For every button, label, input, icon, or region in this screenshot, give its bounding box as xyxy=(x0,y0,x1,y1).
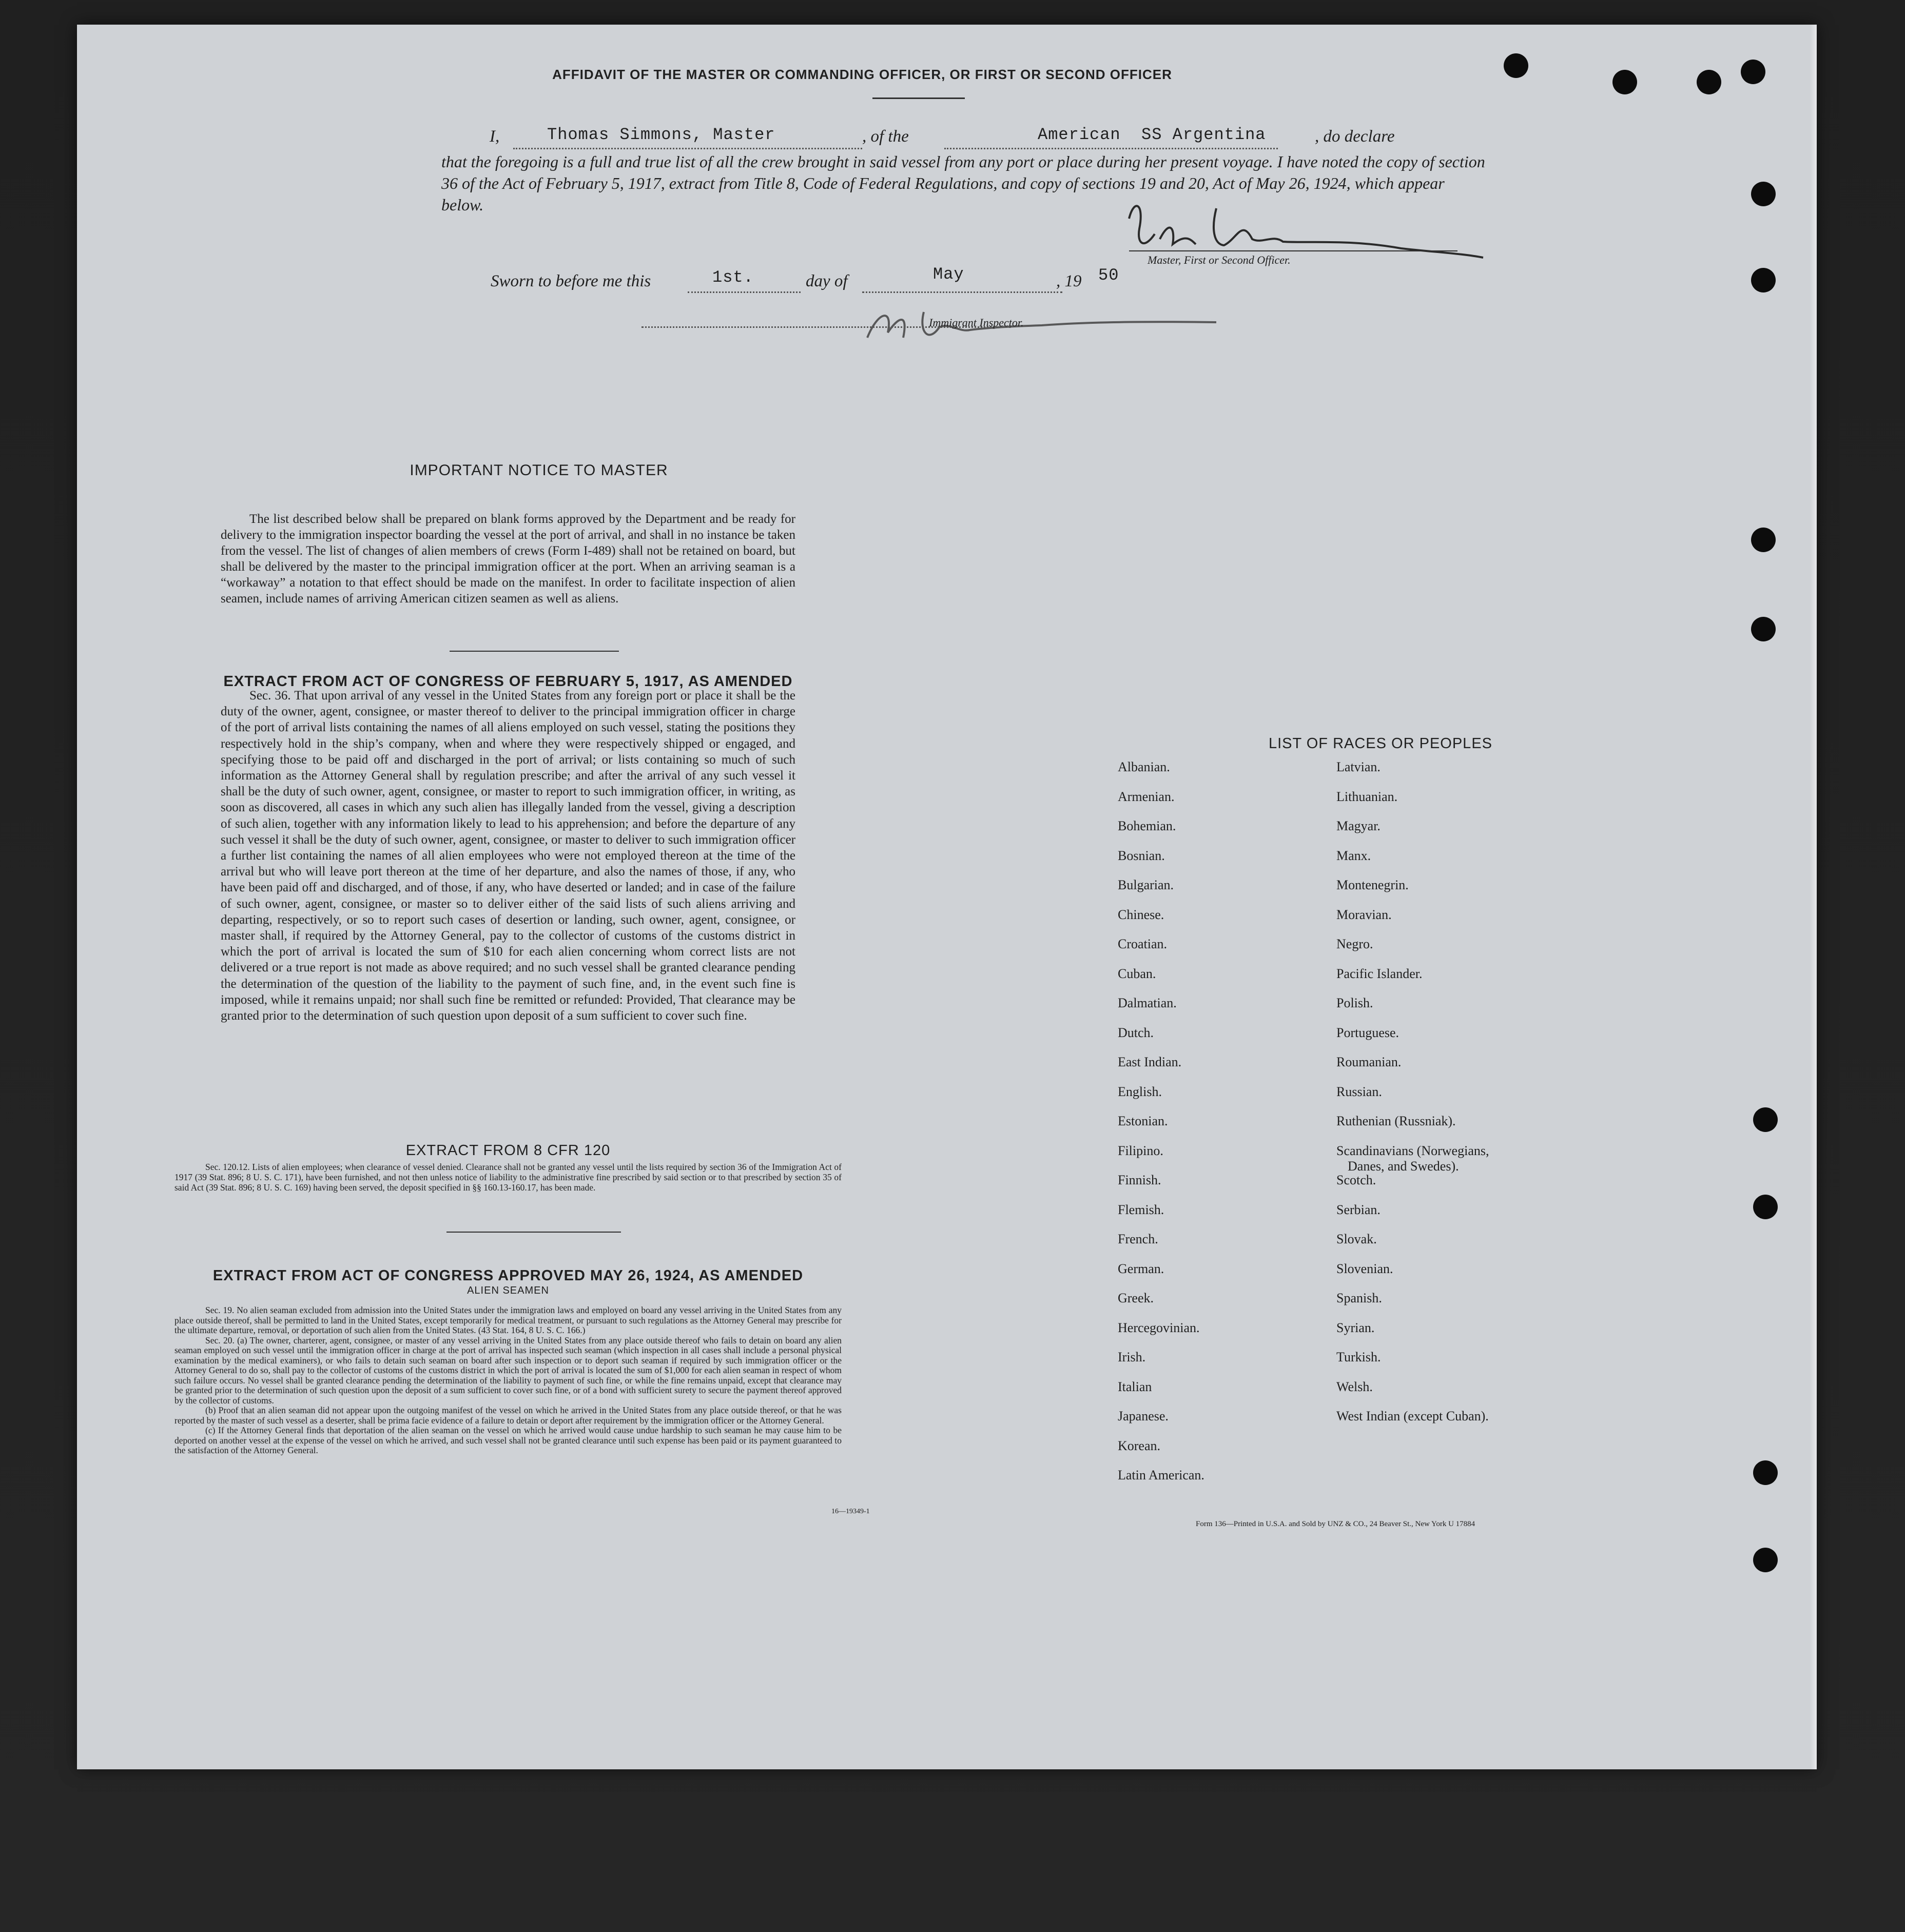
punch-hole xyxy=(1751,617,1776,641)
race-item: Pacific Islander. xyxy=(1336,966,1423,981)
race-item: French. xyxy=(1118,1232,1158,1246)
punch-hole xyxy=(1753,1548,1778,1572)
declarant-label: I, xyxy=(490,127,500,146)
extract-1917-heading: EXTRACT FROM ACT OF CONGRESS OF FEBRUARY 5, 1917, AS AMENDED xyxy=(223,673,793,690)
notice-heading: IMPORTANT NOTICE TO MASTER xyxy=(410,462,668,479)
punch-hole xyxy=(1612,70,1637,94)
race-item: Dalmatian. xyxy=(1118,996,1177,1010)
punch-hole xyxy=(1751,528,1776,552)
race-item: Lithuanian. xyxy=(1336,789,1398,804)
of-the-label: , of the xyxy=(862,127,909,146)
sec20c-text: (c) If the Attorney General finds that deportation of the alien seaman on the vessel on which he arrived would cause undue hardship to such seaman he may cause him to be deported on another vessel at the expense of the vessel on which he arrived, and such vessel shall not be granted clearance until such expense has been paid or its payment guaranteed to the satisfaction of the Attorney General. xyxy=(174,1425,842,1455)
inspector-caption: Immigrant Inspector. xyxy=(929,316,1024,329)
race-item: Irish. xyxy=(1118,1350,1146,1364)
section-divider xyxy=(446,1232,621,1233)
race-item: Filipino. xyxy=(1118,1143,1163,1158)
extract-1924-body xyxy=(174,1305,842,1456)
vessel-name: American SS Argentina xyxy=(1038,125,1266,144)
page-edge xyxy=(1810,25,1817,1769)
race-item: Scandinavians (Norwegians, xyxy=(1336,1143,1489,1158)
day-of-label: day of xyxy=(806,272,848,290)
form-number: 16—19349-1 xyxy=(831,1508,870,1515)
race-item: Estonian. xyxy=(1118,1114,1168,1128)
race-item: Hercegovinian. xyxy=(1118,1320,1200,1335)
section-divider xyxy=(450,651,619,652)
races-heading: LIST OF RACES OR PEOPLES xyxy=(1268,735,1493,752)
race-item: Korean. xyxy=(1118,1438,1161,1453)
race-item: Flemish. xyxy=(1118,1202,1164,1217)
punch-hole xyxy=(1751,182,1776,206)
race-item: Montenegrin. xyxy=(1336,877,1409,892)
race-item: Polish. xyxy=(1336,996,1373,1010)
race-item: Bohemian. xyxy=(1118,818,1176,833)
punch-hole xyxy=(1697,70,1721,94)
extract-1924-heading: EXTRACT FROM ACT OF CONGRESS APPROVED MAY 26, 1924, AS AMENDED xyxy=(212,1267,804,1284)
race-item: Armenian. xyxy=(1118,789,1175,804)
master-name: Thomas Simmons, Master xyxy=(547,125,775,144)
race-item: Finnish. xyxy=(1118,1173,1161,1187)
title-rule xyxy=(872,97,965,99)
race-item: Bulgarian. xyxy=(1118,877,1174,892)
race-item: Moravian. xyxy=(1336,907,1392,922)
race-item: Scotch. xyxy=(1336,1173,1376,1187)
master-signature-caption: Master, First or Second Officer. xyxy=(1148,253,1291,266)
race-item: Dutch. xyxy=(1118,1025,1154,1040)
race-item: Magyar. xyxy=(1336,818,1381,833)
race-item: East Indian. xyxy=(1118,1055,1182,1069)
punch-hole xyxy=(1753,1195,1778,1219)
year-prefix: , 19 xyxy=(1056,272,1082,290)
extract-cfr-body: Sec. 120.12. Lists of alien employees; when clearance of vessel denied. Clearance shall not be granted any vessel until the lists required by section 36 of the Immigration Act of 1917 (39 Stat. 896; 8 U. S. C. 171), have been furnished, and not then unless notice of liability to the administrative fine prescribed by said section or to that prescribed by section 35 of said Act (39 Stat. 896; 8 U. S. C. 169) having been served, the deposit specified in §§ 160.13-160.17, has been made. xyxy=(174,1162,842,1193)
vessel-name-line xyxy=(944,148,1278,149)
race-item: Slovak. xyxy=(1336,1232,1377,1246)
sec19-text: Sec. 19. No alien seaman excluded from admission into the United States under the immigration laws and employed on board any vessel arriving in the United States from any place outside thereof, shall be permitted to land in the United States, except temporarily for medical treatment, or pursuant to such regulations as the Attorney General may prescribe for the ultimate departure, removal, or deportation of such alien from the United States. (43 Stat. 164, 8 U. S. C. 166.) xyxy=(174,1305,842,1335)
race-item: Negro. xyxy=(1336,936,1373,951)
punch-hole xyxy=(1753,1460,1778,1485)
sec20a-text: Sec. 20. (a) The owner, charterer, agent, consignee, or master of any vessel arriving in the United States from any place outside thereof who fails to detain on board any alien seaman employed on such vessel until the immigration officer in charge at the port of arrival has inspected such seaman (which inspection in all cases shall include a personal physical examination by the medical examiners), or who fails to detain such seaman on board after such inspection or to deport such seaman if required by such immigration officer or the Attorney General to do so, shall pay to the collector of customs of the customs district in which the port of arrival is located the sum of $1,000 for each alien seaman in respect of whom such failure occurs. No vessel shall be granted clearance pending the determination of the liability to payment of such fine, or while the fine remains unpaid, except that clearance may be granted prior to the determination of such question upon the deposit of a sum sufficient to cover such fine, or of a bond with sufficient surety to secure the payment thereof approved by the collector of customs. xyxy=(174,1335,842,1406)
race-item: Danes, and Swedes). xyxy=(1348,1158,1459,1174)
race-item: West Indian (except Cuban). xyxy=(1336,1409,1489,1423)
notice-body: The list described below shall be prepared on blank forms approved by the Department and be ready for delivery to the immigration inspector boarding the vessel at the port of arrival, and shall in no instance be taken from the vessel. The list of changes of alien members of crews (Form I-489) shall not be retained on board, but shall be delivered by the master to the principal immigration officer at the port. When an arriving seaman is a “workaway” a notation to that effect should be made on the manifest. In order to facilitate inspection of alien seamen, include names of arriving American citizen seamen as well as aliens. xyxy=(221,512,795,606)
year-suffix: 50 xyxy=(1098,266,1119,285)
punch-hole xyxy=(1751,268,1776,292)
race-item: Greek. xyxy=(1118,1291,1154,1305)
race-item: English. xyxy=(1118,1084,1162,1099)
race-item: Slovenian. xyxy=(1336,1261,1393,1276)
master-signature-line xyxy=(1129,250,1457,251)
race-item: Japanese. xyxy=(1118,1409,1169,1423)
race-item: Spanish. xyxy=(1336,1291,1382,1305)
extract-cfr-heading: EXTRACT FROM 8 CFR 120 xyxy=(405,1142,611,1159)
race-item: Ruthenian (Russniak). xyxy=(1336,1114,1456,1128)
race-item: Welsh. xyxy=(1336,1379,1373,1394)
race-item: Turkish. xyxy=(1336,1350,1381,1364)
extract-1924-subheading: ALIEN SEAMEN xyxy=(467,1285,549,1296)
inspector-signature xyxy=(847,291,1247,353)
race-item: Roumanian. xyxy=(1336,1055,1402,1069)
race-item: Portuguese. xyxy=(1336,1025,1399,1040)
sworn-month: May xyxy=(933,265,964,284)
document-page xyxy=(77,25,1817,1769)
race-item: Bosnian. xyxy=(1118,848,1165,863)
sworn-label: Sworn to before me this xyxy=(491,272,651,290)
race-item: Italian xyxy=(1118,1379,1152,1394)
race-item: Manx. xyxy=(1336,848,1371,863)
sworn-day: 1st. xyxy=(712,268,754,287)
do-declare-label: , do declare xyxy=(1315,127,1395,146)
race-item: Syrian. xyxy=(1336,1320,1375,1335)
punch-hole xyxy=(1504,53,1528,78)
race-item: Chinese. xyxy=(1118,907,1164,922)
punch-hole xyxy=(1753,1107,1778,1132)
race-item: Serbian. xyxy=(1336,1202,1381,1217)
master-name-line xyxy=(513,148,862,149)
punch-hole xyxy=(1741,60,1765,84)
affidavit-title: AFFIDAVIT OF THE MASTER OR COMMANDING OFFICER, OR FIRST OR SECOND OFFICER xyxy=(552,67,1172,82)
race-item: German. xyxy=(1118,1261,1164,1276)
race-item: Latvian. xyxy=(1336,759,1381,774)
race-item: Latin American. xyxy=(1118,1468,1204,1482)
sec20b-text: (b) Proof that an alien seaman did not appear upon the outgoing manifest of the vessel on which he arrived in the United States from any place outside thereof, or that he was reported by the master of such vessel as a deserter, shall be prima facie evidence of a failure to detain or deport after requirement by the immigration officer or the Attorney General. xyxy=(174,1405,842,1426)
race-item: Cuban. xyxy=(1118,966,1156,981)
race-item: Russian. xyxy=(1336,1084,1382,1099)
sworn-day-line xyxy=(688,291,801,293)
declaration-body: that the foregoing is a full and true list of all the crew brought in said vessel from any port or place during her present voyage. I have noted the copy of section 36 of the Act of February 5, 1917, extract from Title 8, Code of Federal Regulations, and copy of sections 19 and 20, Act of May 26, 1924, which appear below. xyxy=(441,152,1485,214)
race-item: Croatian. xyxy=(1118,936,1168,951)
printer-footer: Form 136—Printed in U.S.A. and Sold by UNZ & CO., 24 Beaver St., New York U 17884 xyxy=(1196,1520,1475,1528)
race-item: Albanian. xyxy=(1118,759,1170,774)
extract-1917-body: Sec. 36. That upon arrival of any vessel in the United States from any foreign port or place it shall be the duty of the owner, agent, consignee, or master thereof to deliver to the principal immigration officer in charge of the port of arrival lists containing the names of all aliens employed on such vessel, stating the positions they respectively hold in the ship’s company, when and where they were respectively shipped or engaged, and specifying those to be paid off and discharged in the port of arrival; or lists containing so much of such information as the Attorney General shall by regulation prescribe; and after the arrival of any such vessel it shall be the duty of such owner, agent, consignee, or master to report to such immigration officer, in writing, as soon as discovered, all cases in which any such alien has illegally landed from the vessel, giving a description of such alien, together with any information likely to lead to his apprehension; and before the departure of any such vessel it shall be the duty of such owner, agent, consignee, or master to deliver to such immigration officer a further list containing the names of all alien employees who were not employed thereon at the time of the arrival but who will leave port thereon at the time of her departure, and also the names of those, if any, who have been paid off and discharged, and of those, if any, who have deserted or landed; and in case of the failure of such owner, agent, consignee, or master so to deliver either of the said lists of such aliens arriving and departing, respectively, or so to report such cases of desertion or landing, such owner, agent, consignee, or master shall, if required by the Attorney General, pay to the collector of customs of the customs district in which the port of arrival is located the sum of $10 for each alien concerning whom correct lists are not delivered or a true report is not made as above required; and no such vessel shall be granted clearance pending the determination of the question of the liability to the payment of such fine, and, in the event such fine is imposed, while it remains unpaid; nor shall such fine be remitted or refunded: Provided, That clearance may be granted prior to the determination of such question upon deposit of a sum sufficient to cover such fine. xyxy=(221,689,795,1023)
